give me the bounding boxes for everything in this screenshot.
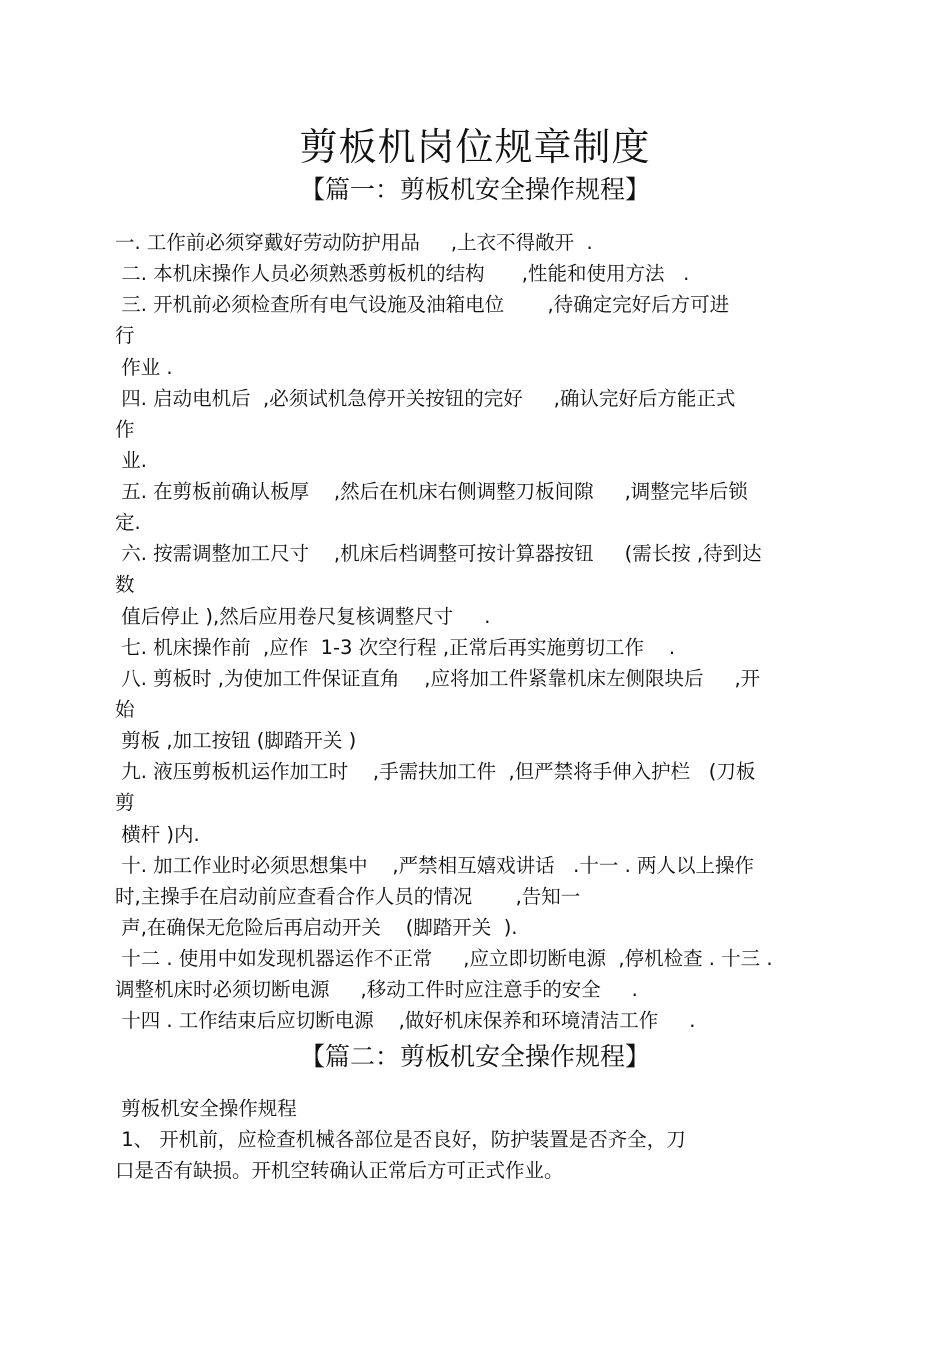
body-line: 声,在确保无危险后再启动开关 (脚踏开关 ). bbox=[115, 916, 518, 939]
body-line: 作业 . bbox=[115, 356, 173, 379]
body-line: 剪 bbox=[115, 791, 135, 814]
body-line: 口是否有缺损。开机空转确认正常后方可正式作业。 bbox=[115, 1159, 564, 1182]
body-line: 定. bbox=[115, 511, 141, 534]
body-line: 四. 启动电机后 ,必须试机急停开关按钮的完好 ,确认完好后方能正式 bbox=[115, 387, 736, 410]
body-line: 值后停止 ),然后应用卷尺复核调整尺寸 . bbox=[115, 605, 491, 628]
body-line: 七. 机床操作前 ,应作 1-3 次空行程 ,正常后再实施剪切工作 . bbox=[115, 636, 676, 659]
body-line: 二. 本机床操作人员必须熟悉剪板机的结构 ,性能和使用方法 . bbox=[115, 262, 690, 285]
body-line: 一. 工作前必须穿戴好劳动防护用品 ,上衣不得敞开 . bbox=[115, 231, 593, 254]
section-heading-2: 【篇二：剪板机安全操作规程】 bbox=[299, 1042, 650, 1071]
body-line: 十二 . 使用中如发现机器运作不正常 ,应立即切断电源 ,停机检查 . 十三 . bbox=[115, 947, 773, 970]
body-line: 八. 剪板时 ,为使加工件保证直角 ,应将加工件紧靠机床左侧限块后 ,开 bbox=[115, 667, 761, 690]
body-line: 1、 开机前，应检查机械各部位是否良好，防护装置是否齐全，刀 bbox=[115, 1128, 686, 1151]
body-line: 行 bbox=[115, 324, 135, 347]
document-title: 剪板机岗位规章制度 bbox=[299, 125, 651, 169]
body-line: 剪板 ,加工按钮 (脚踏开关 ) bbox=[115, 729, 357, 752]
body-line: 十四 . 工作结束后应切断电源 ,做好机床保养和环境清洁工作 . bbox=[115, 1009, 696, 1032]
body-line: 调整机床时必须切断电源 ,移动工件时应注意手的安全 . bbox=[115, 978, 638, 1001]
body-line: 数 bbox=[115, 573, 135, 596]
body-line: 始 bbox=[115, 698, 135, 721]
body-line: 五. 在剪板前确认板厚 ,然后在机床右侧调整刀板间隙 ,调整完毕后锁 bbox=[115, 480, 748, 503]
body-line: 九. 液压剪板机运作加工时 ,手需扶加工件 ,但严禁将手伸入护栏 (刀板 bbox=[115, 760, 756, 783]
section-heading-1: 【篇一：剪板机安全操作规程】 bbox=[299, 175, 650, 204]
body-line: 十. 加工作业时必须思想集中 ,严禁相互嬉戏讲话 .十一 . 两人以上操作 bbox=[115, 854, 754, 877]
body-line: 业. bbox=[115, 449, 147, 472]
body-line: 作 bbox=[115, 418, 135, 441]
body-line: 横杆 )内. bbox=[115, 823, 200, 846]
body-line: 三. 开机前必须检查所有电气设施及油箱电位 ,待确定完好后方可进 bbox=[115, 293, 730, 316]
body-line: 六. 按需调整加工尺寸 ,机床后档调整可按计算器按钮 (需长按 ,待到达 bbox=[115, 542, 762, 565]
body-line: 时,主操手在启动前应查看合作人员的情况 ,告知一 bbox=[115, 885, 581, 908]
body-line: 剪板机安全操作规程 bbox=[115, 1097, 297, 1120]
